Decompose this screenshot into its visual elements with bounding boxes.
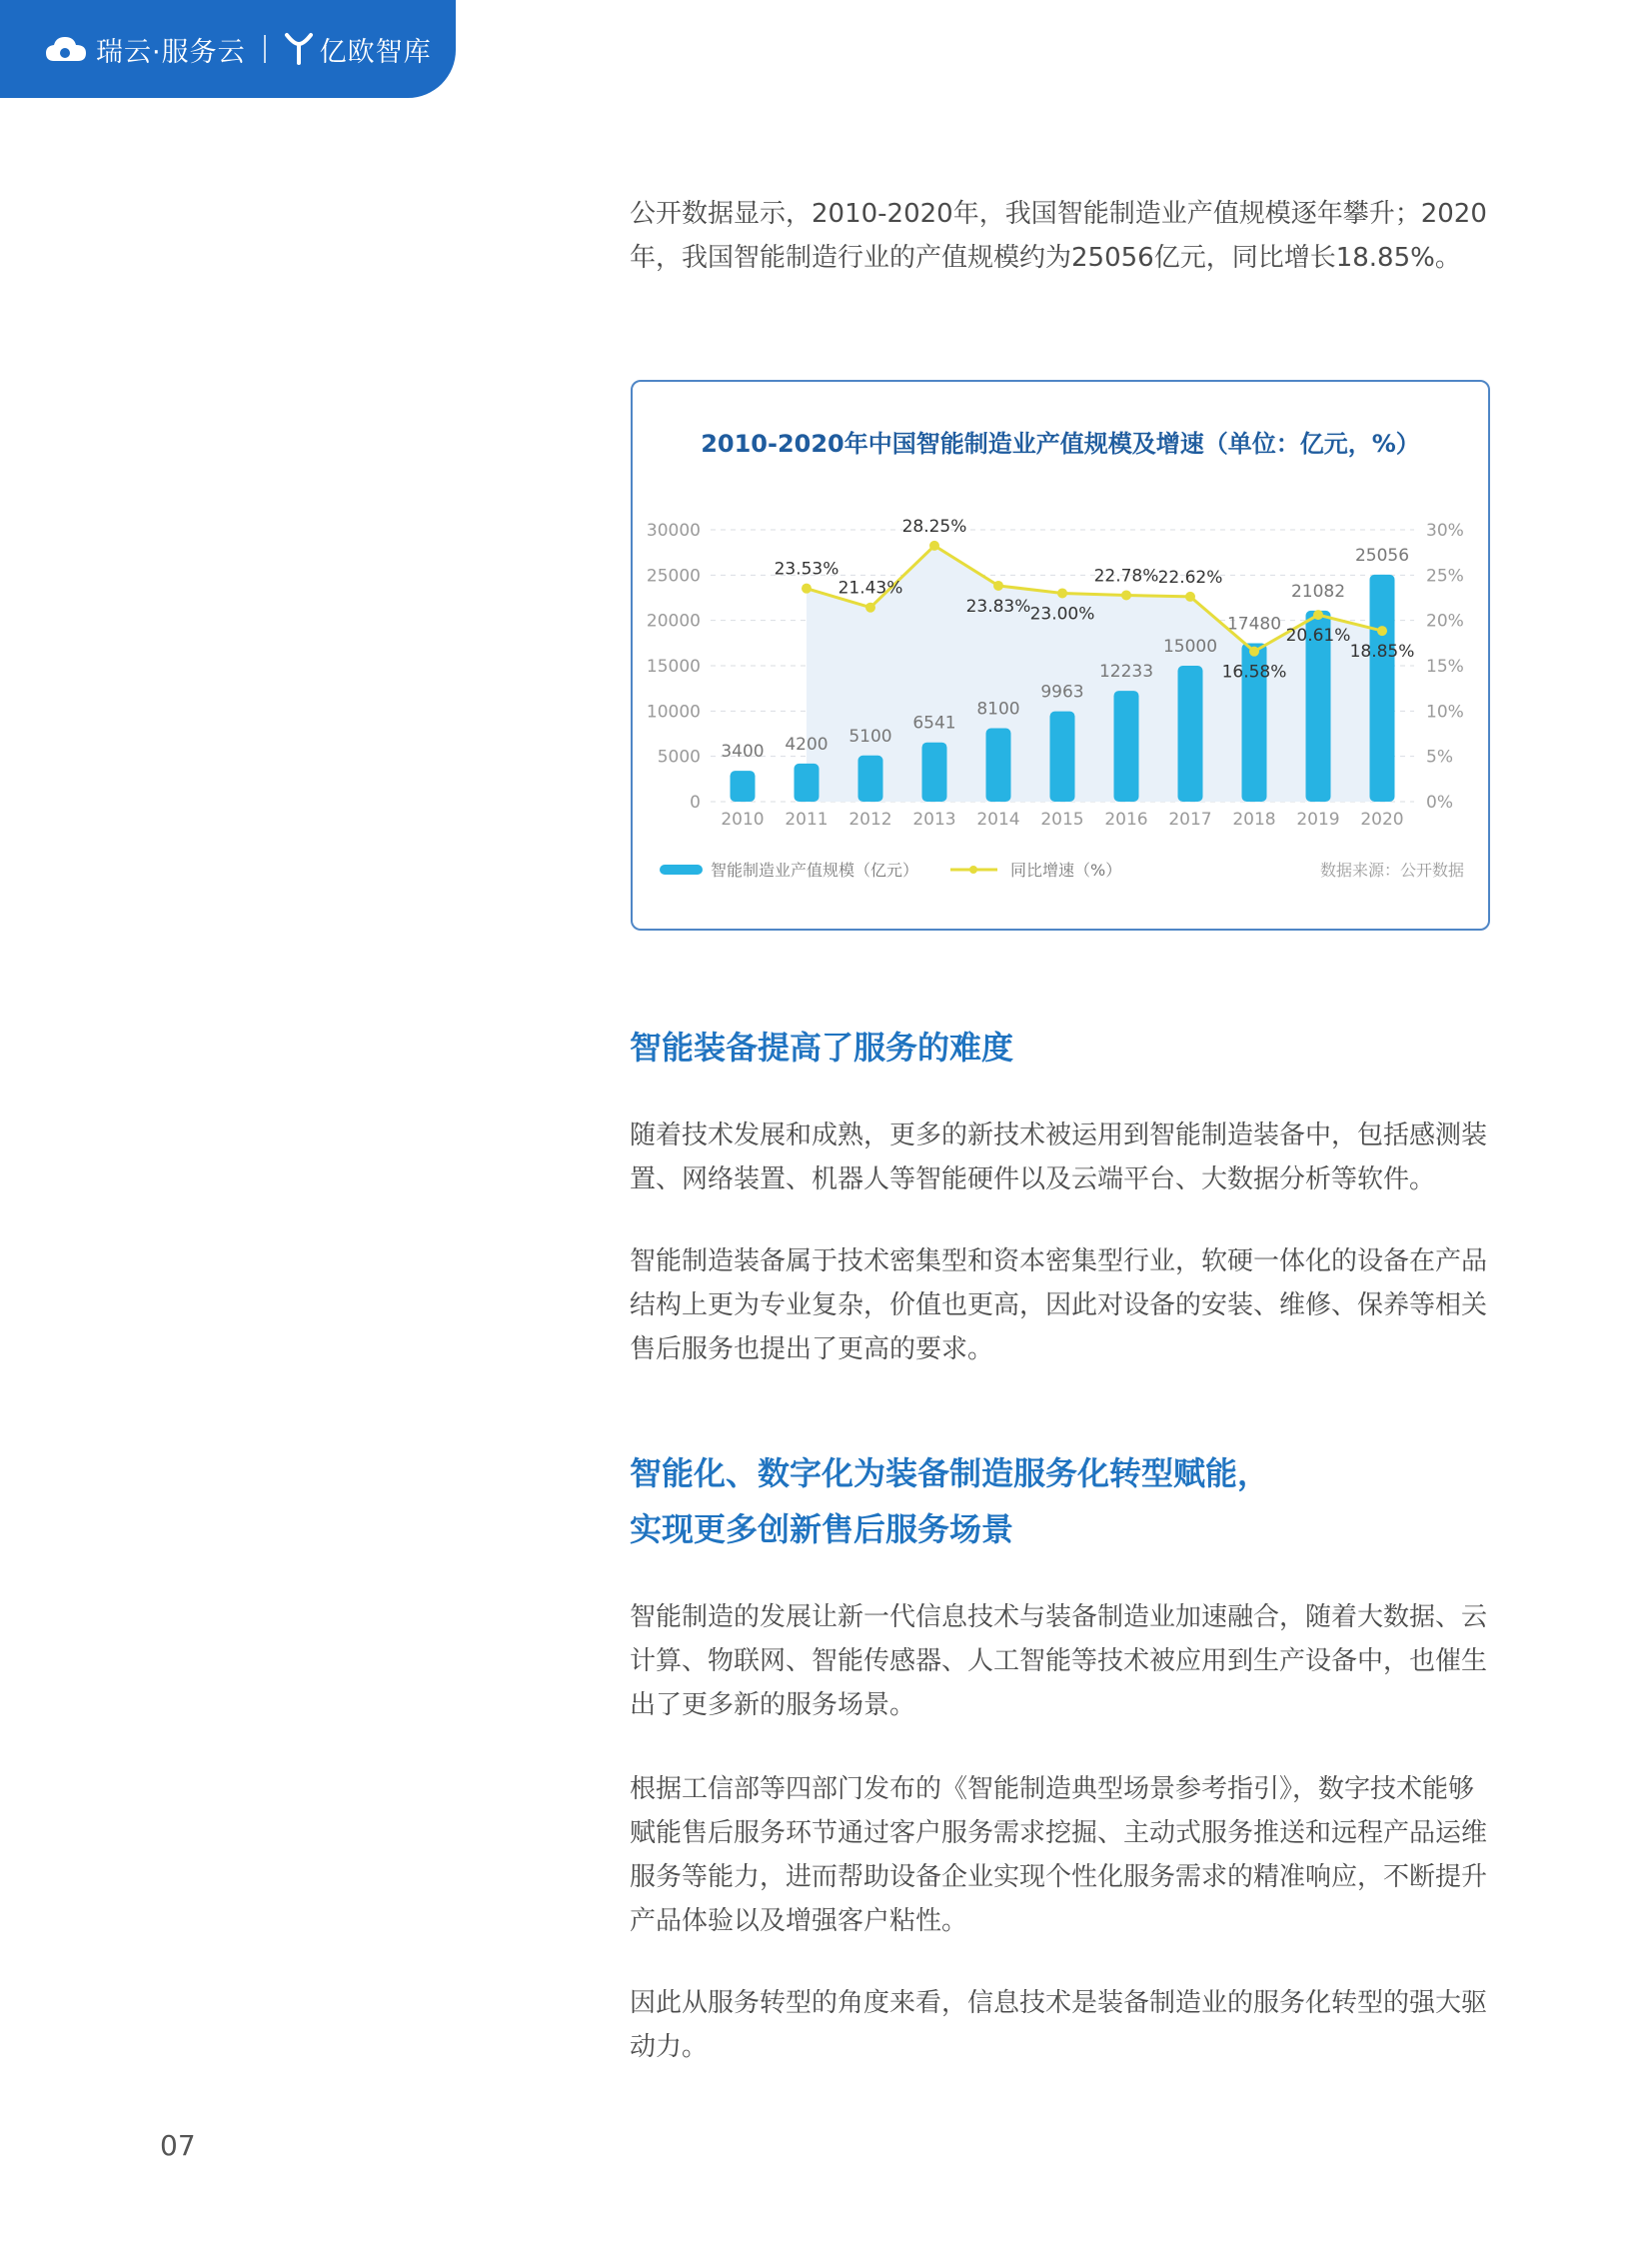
bar-label-2017: 15000 bbox=[1162, 637, 1218, 657]
section2-heading-line1: 智能化、数字化为装备制造服务化转型赋能， bbox=[630, 1454, 1270, 1492]
bar-2015 bbox=[1050, 712, 1075, 802]
x-tick-label-2014: 2014 bbox=[976, 810, 1020, 830]
brand-secondary bbox=[284, 30, 432, 69]
x-tick-label-2011: 2011 bbox=[785, 810, 828, 830]
intro-paragraph: 公开数据显示，2010-2020年，我国智能制造业产值规模逐年攀升；2020年，我国智能制造行业的产值规模约为25056亿元，同比增长18.85%。 bbox=[630, 199, 1487, 273]
bar-2012 bbox=[858, 756, 883, 802]
growth-label-2018: 16.58% bbox=[1221, 662, 1287, 683]
growth-point-2013 bbox=[929, 541, 939, 551]
brand-primary-text: 瑞云·服务云 bbox=[96, 36, 246, 68]
section2-paragraph-2: 根据工信部等四部门发布的《智能制造典型场景参考指引》，数字技术能够赋能售后服务环节通过客户服务需求挖掘、主动式服务推送和远程产品运维服务等能力，进而帮助设备企业实现个性化服务需求的精准响应，不断提升产品体验以及增强客户粘性。 bbox=[630, 1774, 1488, 1936]
x-tick-label-2015: 2015 bbox=[1040, 810, 1084, 830]
growth-point-2019 bbox=[1313, 610, 1323, 620]
y-right-tick-label: 15% bbox=[1426, 657, 1464, 677]
header-banner bbox=[0, 0, 456, 98]
bar-label-2013: 6541 bbox=[912, 713, 956, 734]
legend-line-marker bbox=[969, 866, 977, 874]
y-right-tick-label: 30% bbox=[1426, 521, 1464, 541]
bar-label-2018: 17480 bbox=[1226, 614, 1282, 635]
brand-divider bbox=[264, 35, 266, 63]
chart-card bbox=[631, 380, 1490, 931]
yiou-logo-icon bbox=[284, 32, 314, 66]
bar-2011 bbox=[795, 764, 820, 802]
y-left-tick-label: 5000 bbox=[657, 747, 701, 768]
x-tick-label-2012: 2012 bbox=[848, 810, 892, 830]
growth-label-2019: 20.61% bbox=[1285, 626, 1351, 647]
chart-source-note: 数据来源：公开数据 bbox=[1319, 861, 1464, 880]
bar-2010 bbox=[731, 771, 756, 802]
brand-bar bbox=[0, 30, 432, 69]
bar-label-2020: 25056 bbox=[1354, 545, 1410, 566]
y-right-tick-label: 10% bbox=[1426, 702, 1464, 723]
y-left-tick-label: 25000 bbox=[646, 566, 701, 587]
growth-point-2015 bbox=[1057, 588, 1067, 598]
x-tick-label-2020: 2020 bbox=[1360, 810, 1404, 830]
legend-bar-swatch bbox=[660, 865, 703, 875]
y-left-tick-label: 30000 bbox=[646, 521, 701, 541]
bar-label-2012: 5100 bbox=[848, 726, 892, 747]
growth-label-2011: 23.53% bbox=[774, 559, 839, 580]
brand-primary bbox=[44, 30, 246, 69]
growth-point-2018 bbox=[1249, 647, 1259, 657]
x-tick-label-2019: 2019 bbox=[1296, 810, 1340, 830]
bar-label-2016: 12233 bbox=[1098, 662, 1154, 683]
y-left-tick-label: 0 bbox=[690, 793, 701, 813]
x-tick-label-2018: 2018 bbox=[1232, 810, 1276, 830]
y-left-tick-label: 20000 bbox=[646, 611, 701, 632]
bar-label-2014: 8100 bbox=[976, 699, 1020, 720]
growth-label-2014: 23.83% bbox=[965, 596, 1031, 617]
section2-paragraph-3: 因此从服务转型的角度来看，信息技术是装备制造业的服务化转型的强大驱动力。 bbox=[630, 1988, 1488, 2062]
y-right-tick-label: 5% bbox=[1426, 747, 1453, 768]
y-right-tick-label: 20% bbox=[1426, 611, 1464, 632]
legend-bar-label: 智能制造业产值规模（亿元） bbox=[711, 861, 919, 880]
growth-label-2013: 28.25% bbox=[901, 516, 967, 537]
section1-paragraph-1: 随着技术发展和成熟，更多的新技术被运用到智能制造装备中，包括感测装置、网络装置、机器人等智能硬件以及云端平台、大数据分析等软件。 bbox=[630, 1121, 1488, 1194]
bar-label-2011: 4200 bbox=[785, 734, 828, 755]
growth-point-2012 bbox=[865, 603, 875, 613]
bar-2020 bbox=[1370, 575, 1395, 802]
y-right-tick-label: 0% bbox=[1426, 793, 1453, 813]
x-tick-label-2010: 2010 bbox=[721, 810, 765, 830]
page-number: 07 bbox=[160, 2129, 196, 2162]
growth-point-2020 bbox=[1377, 626, 1387, 636]
chart-title: 2010-2020年中国智能制造业产值规模及增速（单位：亿元，%） bbox=[701, 430, 1420, 458]
growth-point-2011 bbox=[802, 584, 812, 594]
growth-label-2017: 22.62% bbox=[1157, 567, 1223, 588]
output-growth-chart bbox=[633, 382, 1488, 929]
bar-2017 bbox=[1178, 666, 1203, 802]
growth-label-2015: 23.00% bbox=[1029, 604, 1095, 625]
bar-2016 bbox=[1114, 691, 1139, 802]
bar-label-2015: 9963 bbox=[1040, 682, 1084, 703]
bar-label-2010: 3400 bbox=[721, 742, 765, 763]
growth-label-2016: 22.78% bbox=[1093, 566, 1159, 587]
x-tick-label-2016: 2016 bbox=[1104, 810, 1148, 830]
growth-label-2012: 21.43% bbox=[837, 578, 903, 599]
bar-label-2019: 21082 bbox=[1290, 581, 1346, 602]
section2-paragraph-1: 智能制造的发展让新一代信息技术与装备制造业加速融合，随着大数据、云计算、物联网、智能传感器、人工智能等技术被应用到生产设备中，也催生出了更多新的服务场景。 bbox=[630, 1602, 1488, 1720]
bar-2013 bbox=[922, 743, 947, 802]
y-left-tick-label: 15000 bbox=[646, 657, 701, 677]
brand-secondary-text: 亿欧智库 bbox=[319, 36, 432, 68]
section1-heading: 智能装备提高了服务的难度 bbox=[630, 1029, 1014, 1067]
x-tick-label-2013: 2013 bbox=[912, 810, 956, 830]
section2-heading-line2: 实现更多创新售后服务场景 bbox=[630, 1510, 1014, 1548]
y-left-tick-label: 10000 bbox=[646, 702, 701, 723]
bar-2014 bbox=[986, 729, 1011, 802]
growth-point-2017 bbox=[1185, 592, 1195, 602]
section1-paragraph-2: 智能制造装备属于技术密集型和资本密集型行业，软硬一体化的设备在产品结构上更为专业复杂，价值也更高，因此对设备的安装、维修、保养等相关售后服务也提出了更高的要求。 bbox=[630, 1246, 1488, 1364]
cloud-logo-icon bbox=[44, 34, 88, 64]
legend-line-label: 同比增速（%） bbox=[1010, 861, 1122, 880]
growth-label-2020: 18.85% bbox=[1349, 642, 1415, 663]
growth-point-2016 bbox=[1121, 590, 1131, 600]
x-tick-label-2017: 2017 bbox=[1168, 810, 1212, 830]
growth-point-2014 bbox=[993, 581, 1003, 591]
y-right-tick-label: 25% bbox=[1426, 566, 1464, 587]
